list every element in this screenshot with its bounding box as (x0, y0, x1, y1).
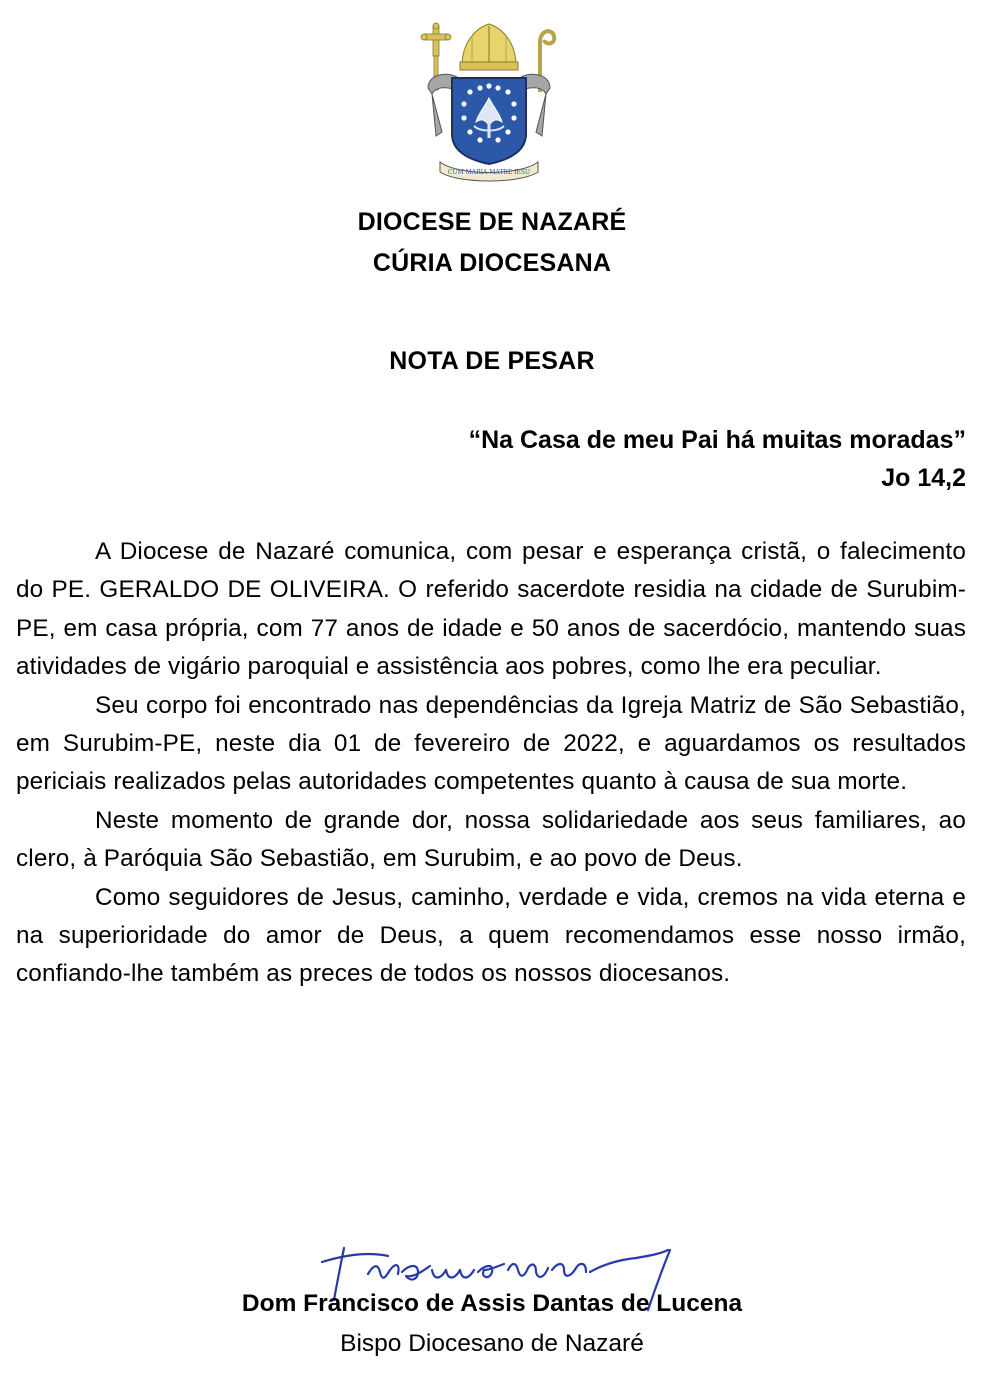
signatory-title: Bispo Diocesano de Nazaré (340, 1330, 644, 1357)
shield-icon (452, 78, 526, 164)
department-heading: CÚRIA DIOCESANA (372, 249, 612, 277)
note-title: NOTA DE PESAR (389, 347, 595, 375)
epigraph-reference: Jo 14,2 (881, 464, 966, 492)
signatory-name: Dom Francisco de Assis Dantas de Lucena (241, 1290, 743, 1317)
mitre-icon (460, 24, 518, 70)
epigraph-quote: “Na Casa de meu Pai há muitas moradas” (468, 426, 966, 454)
motto-text: CUM MARIA MATRE IESU (447, 169, 531, 176)
paragraph: Como seguidores de Jesus, caminho, verdade e vida, cremos na vida eterna e na superioridade do amor de Deus, a quem recomendamos esse nosso irmão, confiando-lhe também as preces de todos os nossos diocesanos. (16, 883, 966, 988)
letter-body (16, 533, 966, 994)
diocese-coat-of-arms (418, 22, 560, 182)
paragraph: Seu corpo foi encontrado nas dependências da Igreja Matriz de São Sebastião, em Surubim-PE, neste dia 01 de fevereiro de 2022, e aguardamos os resultados periciais realizados pelas autoridades competentes quanto à causa de sua morte. (16, 691, 966, 796)
organization-heading: DIOCESE DE NAZARÉ (357, 208, 627, 236)
paragraph: A Diocese de Nazaré comunica, com pesar e esperança cristã, o falecimento do PE. GERALDO DE OLIVEIRA. O referido sacerdote residia na cidade de Surubim-PE, em casa própria, com 77 anos de idade e 50 anos de sacerdócio, mantendo suas atividades de vigário paroquial e assistência aos pobres, como lhe era peculiar. (16, 538, 966, 681)
paragraph: Neste momento de grande dor, nossa solidariedade aos seus familiares, ao clero, à Paróquia São Sebastião, em Surubim, e ao povo de Deus. (16, 806, 966, 873)
